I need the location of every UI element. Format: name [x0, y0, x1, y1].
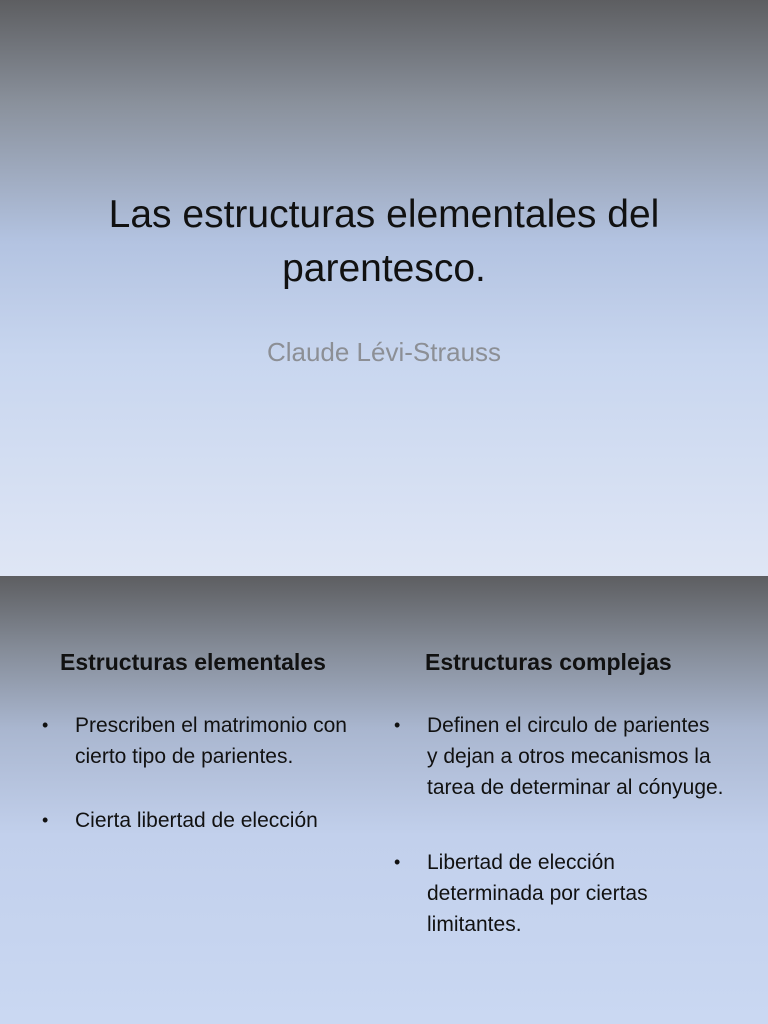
bullet-icon: • [394, 715, 401, 735]
left-bullet-list [42, 710, 372, 836]
slide-title: Las estructuras elementales del parentesco. [108, 193, 660, 290]
comparison-slide [0, 576, 768, 1024]
list-item [394, 847, 724, 940]
list-item [42, 710, 372, 772]
list-item-text: Cierta libertad de elección [75, 809, 318, 832]
right-bullet-list [394, 710, 724, 940]
list-item [394, 710, 724, 803]
left-column-heading: Estructuras elementales [60, 649, 326, 675]
list-item [42, 805, 372, 836]
list-item-text: Definen el circulo de parientes y dejan a otros mecanismos la tarea de determinar al cónyuge. [427, 714, 724, 799]
bullet-icon: • [394, 852, 401, 872]
right-column-heading: Estructuras complejas [425, 649, 672, 675]
slide-subtitle: Claude Lévi-Strauss [266, 337, 502, 367]
bullet-icon: • [42, 810, 49, 830]
bullet-icon: • [42, 715, 49, 735]
list-item-text: Prescriben el matrimonio con cierto tipo de parientes. [75, 714, 347, 768]
list-item-text: Libertad de elección determinada por ciertas limitantes. [427, 851, 648, 936]
